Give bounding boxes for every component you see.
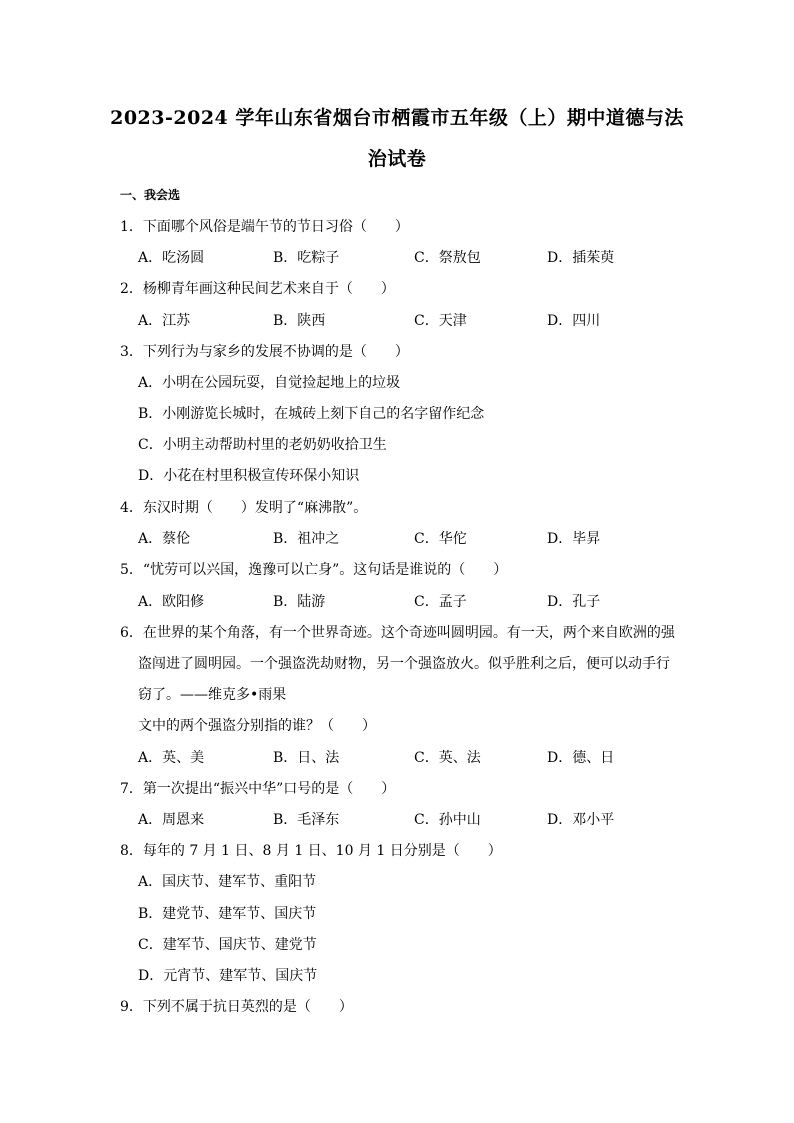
question-1-stem: 1．下面哪个风俗是端午节的节日习俗（ ） — [120, 219, 409, 235]
question-8-option-b: B．建党节、建军节、国庆节 — [138, 906, 317, 922]
question-5-option-b: B．陆游 — [273, 594, 326, 610]
question-7-option-c: C．孙中山 — [414, 812, 481, 828]
question-2-option-b: B．陕西 — [273, 313, 326, 329]
question-2-option-c: C．天津 — [414, 313, 467, 329]
question-3-stem: 3．下列行为与家乡的发展不协调的是（ ） — [120, 344, 409, 360]
question-6-option-d: D．德、日 — [547, 750, 615, 766]
question-8-option-c: C．建军节、国庆节、建党节 — [138, 937, 317, 953]
question-2-option-a: A．江苏 — [138, 313, 191, 329]
question-7-option-b: B．毛泽东 — [273, 812, 340, 828]
question-7-option-d: D．邓小平 — [547, 812, 615, 828]
question-6-option-c: C．英、法 — [414, 750, 481, 766]
question-1-option-a: A．吃汤圆 — [138, 250, 205, 266]
question-5-option-a: A．欧阳修 — [138, 594, 205, 610]
question-5-option-c: C．孟子 — [414, 594, 467, 610]
question-3-option-b: B．小刚游览长城时，在城砖上刻下自己的名字留作纪念 — [138, 406, 485, 422]
question-7-stem: 7．第一次提出“振兴中华”口号的是（ ） — [120, 781, 396, 797]
question-6-stem-line-2: 盗闯进了圆明园。一个强盗洗劫财物，另一个强盗放火。似乎胜利之后，便可以动手行 — [138, 656, 670, 672]
question-8-option-d: D．元宵节、建军节、国庆节 — [138, 968, 318, 984]
question-3-option-c: C．小明主动帮助村里的老奶奶收拾卫生 — [138, 437, 387, 453]
question-8-stem: 8．每年的 7 月 1 日、8 月 1 日、10 月 1 日分别是（ ） — [120, 843, 502, 859]
question-4-option-b: B．祖冲之 — [273, 531, 340, 547]
question-6-stem: 6．在世界的某个角落，有一个世界奇迹。这个奇迹叫圆明园。有一天，两个来自欧洲的强 — [120, 625, 675, 641]
question-9-stem: 9．下列不属于抗日英烈的是（ ） — [120, 999, 353, 1015]
question-5-option-d: D．孔子 — [547, 594, 601, 610]
question-2-option-d: D．四川 — [547, 313, 601, 329]
question-7-option-a: A．周恩来 — [138, 812, 205, 828]
page-title-continued: 治试卷 — [367, 148, 427, 170]
question-4-stem: 4．东汉时期（ ）发明了“麻沸散”。 — [120, 500, 368, 516]
question-3-option-d: D．小花在村里积极宣传环保小知识 — [138, 468, 360, 484]
question-4-option-d: D．毕昇 — [547, 531, 601, 547]
question-6-prompt: 文中的两个强盗分别指的谁？（ ） — [138, 718, 376, 734]
page-title: 2023-2024 学年山东省烟台市栖霞市五年级（上）期中道德与法 — [110, 107, 684, 129]
question-4-option-c: C．华佗 — [414, 531, 467, 547]
question-5-stem: 5．“忧劳可以兴国，逸豫可以亡身”。这句话是谁说的（ ） — [120, 562, 508, 578]
question-6-option-a: A．英、美 — [138, 750, 205, 766]
question-1-option-b: B．吃粽子 — [273, 250, 340, 266]
section-heading: 一、我会选 — [120, 188, 181, 202]
question-1-option-c: C．祭敖包 — [414, 250, 481, 266]
question-2-stem: 2．杨柳青年画这种民间艺术来自于（ ） — [120, 281, 395, 297]
question-3-option-a: A．小明在公园玩耍，自觉捡起地上的垃圾 — [138, 375, 401, 391]
question-6-option-b: B．日、法 — [273, 750, 340, 766]
question-6-stem-line-3: 窃了。——维克多•雨果 — [138, 687, 287, 703]
question-8-option-a: A．国庆节、建军节、重阳节 — [138, 874, 317, 890]
question-1-option-d: D．插茱萸 — [547, 250, 615, 266]
question-4-option-a: A．蔡伦 — [138, 531, 191, 547]
